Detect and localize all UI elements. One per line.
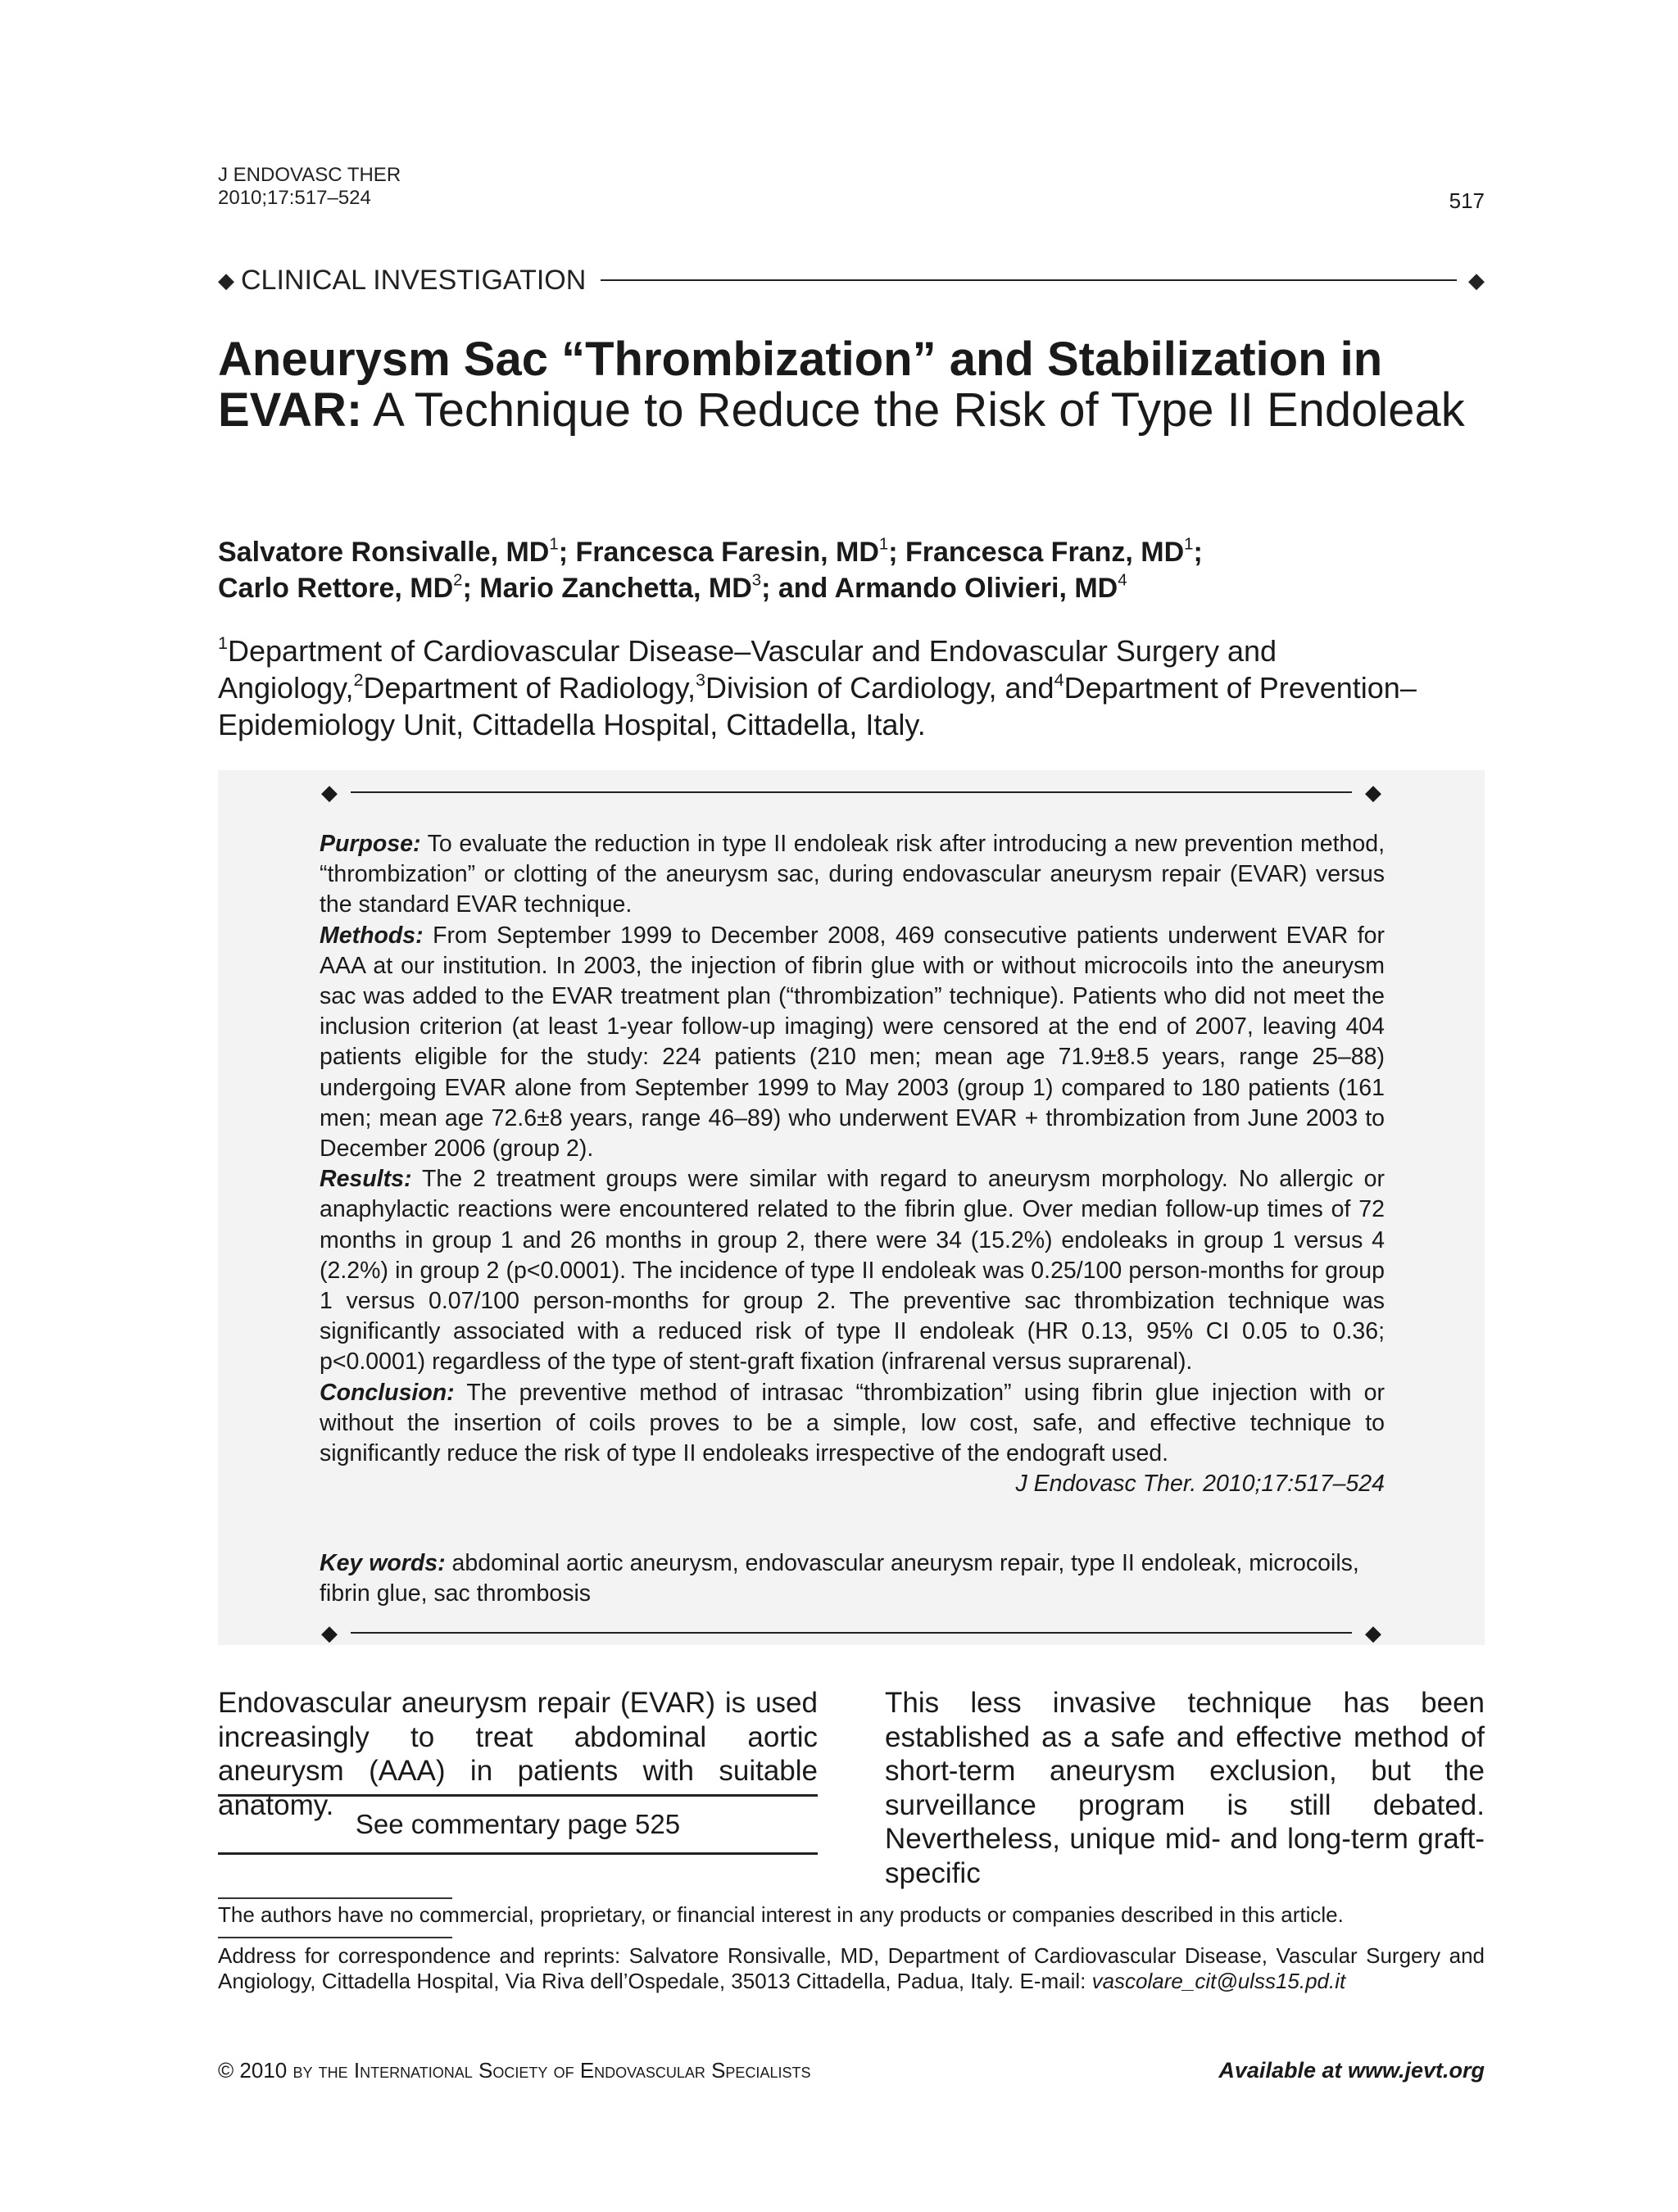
- abstract-conclusion: Conclusion: The preventive method of intrasac “thrombization” using fibrin glue injection with or without the insertion of coils proves to be a simple, low cost, safe, and effective technique to significantly reduce the risk of type II endoleaks irrespective of the endograft used.: [320, 1379, 1385, 1467]
- running-header: [218, 164, 401, 210]
- address-footnote: Address for correspondence and reprints: Salvatore Ronsivalle, MD, Department of Cardiovascular Disease, Vascular Surgery and Angiology, Cittadella Hospital, Via Riva dell’Ospedale, 35013 Cittadella, Padua, Italy. E-mail: vascolare_cit@ulss15.pd.it: [218, 1943, 1485, 1993]
- affiliation: Division of Cardiology, and: [705, 671, 1054, 705]
- commentary-link[interactable]: See commentary page 525: [218, 1794, 818, 1855]
- diamond-icon: ◆: [1365, 1620, 1381, 1645]
- affiliation: Department of Radiology,: [363, 671, 696, 705]
- disclosure-footnote: The authors have no commercial, proprietary, or financial interest in any products or companies described in this article.: [218, 1902, 1344, 1927]
- author: Carlo Rettore, MD: [218, 573, 454, 604]
- abstract-results: Results: The 2 treatment groups were similar with regard to aneurysm morphology. No allergic or anaphylactic reactions were encountered related to the fibrin glue. Over median follow-up times of 72 months in group 1 and 26 months in group 2, there were 34 (15.2%) endoleaks in group 1 versus 4 (2.2%) in group 2 (p<0.0001). The incidence of type II endoleak was 0.25/100 person-months for group 1 versus 0.07/100 person-months for group 2. The preventive sac thrombization technique was significantly associated with a reduced risk of type II endoleak (HR 0.13, 95% CI 0.05 to 0.36; p<0.0001) regardless of the type of stent-graft fixation (infrarenal versus suprarenal).: [320, 1166, 1385, 1376]
- abstract: [320, 829, 1385, 1499]
- diamond-icon: ◆: [321, 1620, 338, 1645]
- title-bold: Aneurysm Sac “Thrombization” and Stabilization in EVAR:: [218, 333, 1383, 437]
- affiliation: Department of Prevention–Epidemiology Unit, Cittadella Hospital, Cittadella, Italy.: [218, 671, 1417, 741]
- abstract-methods: Methods: From September 1999 to December 2008, 469 consecutive patients underwent EVAR for AAA at our institution. In 2003, the injection of fibrin glue with or without microcoils into the aneurysm sac was added to the EVAR treatment plan (“thrombization” technique). Patients who did not meet the inclusion criterion (at least 1-year follow-up imaging) were censored at the end of 2007, leaving 404 patients eligible for the study: 224 patients (210 men; mean age 71.9±8.5 years, range 25–88) undergoing EVAR alone from September 1999 to May 2003 (group 1) compared to 180 patients (161 men; mean age 72.6±8 years, range 46–89) who underwent EVAR + thrombization from June 2003 to December 2006 (group 2).: [320, 922, 1385, 1163]
- abstract-top-divider: [321, 780, 1381, 805]
- author: Salvatore Ronsivalle, MD: [218, 537, 550, 568]
- page-number: 517: [1449, 188, 1485, 213]
- body-column-left: Endovascular aneurysm repair (EVAR) is used increasingly to treat abdominal aortic aneurysm (AAA) in patients with suitable anatomy.: [218, 1687, 818, 1821]
- article-title: [218, 334, 1496, 436]
- copyright: © 2010 by the International Society of Endovascular Specialists: [218, 2058, 811, 2083]
- section-heading: [218, 264, 1485, 297]
- journal-url[interactable]: Available at www.jevt.org: [1218, 2058, 1485, 2083]
- footnote-rule: [218, 1937, 452, 1938]
- email-link[interactable]: vascolare_cit@ulss15.pd.it: [1091, 1969, 1346, 1993]
- affiliation: Department of Cardiovascular Disease–Vascular and Endovascular Surgery and Angiology,: [218, 634, 1277, 705]
- author-list: Salvatore Ronsivalle, $MD^1$; Francesca Faresin, $MD^1$; Francesca Franz, $MD^1$; Carlo Rettore, $MD^2$; Mario Zanchetta, $MD^3$; and Armando Olivieri, $MD^4$: [218, 535, 1203, 604]
- title-regular: A Technique to Reduce the Risk of Type II Endoleak: [362, 383, 1465, 437]
- abstract-citation: J Endovasc Ther. 2010;17:517–524: [1015, 1471, 1385, 1498]
- section-rule: [601, 279, 1457, 281]
- affiliations: $^1$Department of Cardiovascular Disease–Vascular and Endovascular Surgery and Angiology,$^2$Department of Radiology,$^3$Division of Cardiology, and$^4$Department of Prevention–Epidemiology Unit, Cittadella Hospital, Cittadella, Italy.: [218, 632, 1417, 741]
- abstract-bottom-divider: [321, 1620, 1381, 1645]
- journal-name: J ENDOVASC THER: [218, 164, 401, 186]
- diamond-icon: ◆: [218, 268, 234, 292]
- abstract-purpose: Purpose: To evaluate the reduction in type II endoleak risk after introducing a new prevention method, “thrombization” or clotting of the aneurysm sac, during endovascular aneurysm repair (EVAR) versus the standard EVAR technique.: [320, 831, 1385, 918]
- author: Mario Zanchetta, MD: [479, 573, 752, 604]
- keywords: Key words: abdominal aortic aneurysm, endovascular aneurysm repair, type II endoleak, microcoils, fibrin glue, sac thrombosis: [320, 1550, 1359, 1607]
- journal-volume: 2010;17:517–524: [218, 187, 371, 209]
- diamond-icon: ◆: [1365, 780, 1381, 805]
- section-label: CLINICAL INVESTIGATION: [241, 264, 587, 296]
- footnote-rule: [218, 1897, 452, 1899]
- author: Francesca Faresin, MD: [575, 537, 879, 568]
- author: Francesca Franz, MD: [905, 537, 1185, 568]
- diamond-icon: ◆: [321, 780, 338, 805]
- author: and Armando Olivieri, MD: [778, 573, 1118, 604]
- diamond-icon: ◆: [1468, 268, 1485, 292]
- body-column-right: This less invasive technique has been established as a safe and effective method of short-term aneurysm exclusion, but the surveillance program is still debated. Nevertheless, unique mid- and long-term graft-specific: [885, 1687, 1485, 1889]
